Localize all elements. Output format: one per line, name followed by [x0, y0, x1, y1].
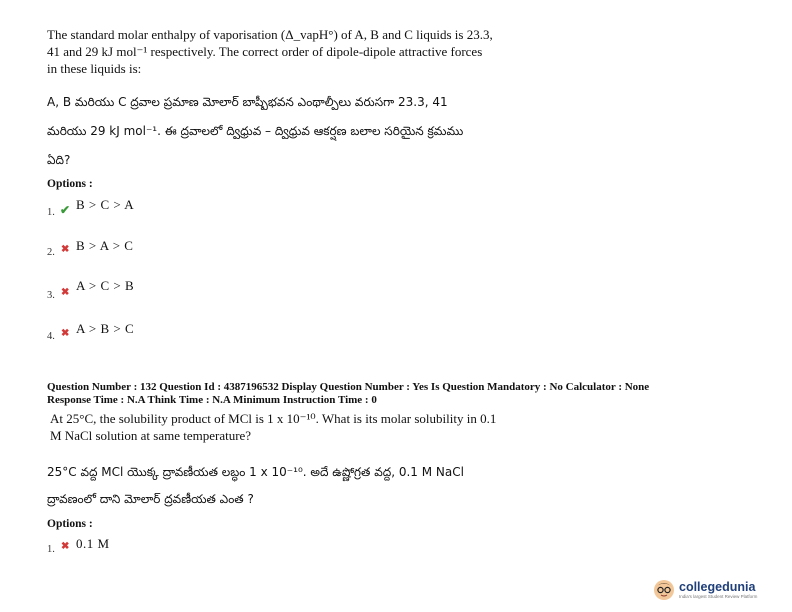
telugu-line: ద్రావణంలో దాని మోలార్ ద్రవణీయత ఎంత ? [47, 492, 254, 506]
telugu-line: 25°C వద్ద MCl యొక్క ద్రావణీయత లబ్ధం 1 x 10⁻¹⁰. అదే ఉష్ణోగ్రత వద్ద, 0.1 M NaCl [47, 465, 464, 479]
wrong-cross-icon: ✖ [61, 328, 70, 339]
logo-tagline: India's largest Student Review Platform [679, 593, 758, 599]
question-2-telugu [47, 465, 607, 509]
option-number: 3. [47, 290, 55, 301]
option-number: 2. [47, 247, 55, 258]
question-2-meta [47, 381, 747, 407]
meta-line: Question Number : 132 Question Id : 4387196532 Display Question Number : Yes Is Question Mandatory : No Calculator : None [47, 381, 650, 393]
question-1-text [47, 26, 587, 77]
telugu-line: మరియు 29 kJ mol⁻¹. ఈ ద్రవాలలో ద్విధ్రువ – ద్విధ్రువ ఆకర్షణ బలాల సరియైన క్రమము [47, 124, 464, 138]
telugu-line: ఏది? [47, 153, 71, 167]
option-number: 4. [47, 331, 55, 342]
option-number: 1. [47, 207, 55, 218]
question-line: The standard molar enthalpy of vaporisation (Δ_vapH°) of A, B and C liquids is 23.3, [47, 27, 493, 42]
option-text: A > C > B [76, 278, 135, 293]
option-number: 1. [47, 544, 55, 555]
options-label: Options : [47, 518, 93, 530]
meta-line: Response Time : N.A Think Time : N.A Minimum Instruction Time : 0 [47, 394, 377, 406]
options-label: Options : [47, 178, 93, 190]
question-line: M NaCl solution at same temperature? [50, 428, 252, 443]
option-text: A > B > C [76, 321, 135, 336]
option-text: B > C > A [76, 197, 135, 212]
option-text: 0.1 M [76, 536, 110, 551]
logo-mascot-icon [652, 578, 676, 602]
correct-check-icon: ✔ [60, 203, 71, 217]
wrong-cross-icon: ✖ [61, 287, 70, 298]
logo-wordmark: collegedunia [679, 579, 756, 594]
collegedunia-logo [652, 578, 757, 602]
question-1-telugu [47, 95, 607, 173]
question-line: in these liquids is: [47, 61, 142, 76]
telugu-line: A, B మరియు C ద్రవాల ప్రమాణ మోలార్ బాష్పీభవన ఎంథాల్పీలు వరుసగా 23.3, 41 [47, 95, 448, 109]
option-text: B > A > C [76, 238, 134, 253]
question-2-text [50, 410, 610, 444]
question-line: 41 and 29 kJ mol⁻¹ respectively. The correct order of dipole-dipole attractive forces [47, 44, 483, 59]
wrong-cross-icon: ✖ [61, 541, 70, 552]
question-line: At 25°C, the solubility product of MCl is 1 x 10⁻¹⁰. What is its molar solubility in 0.1 [50, 411, 497, 426]
wrong-cross-icon: ✖ [61, 244, 70, 255]
